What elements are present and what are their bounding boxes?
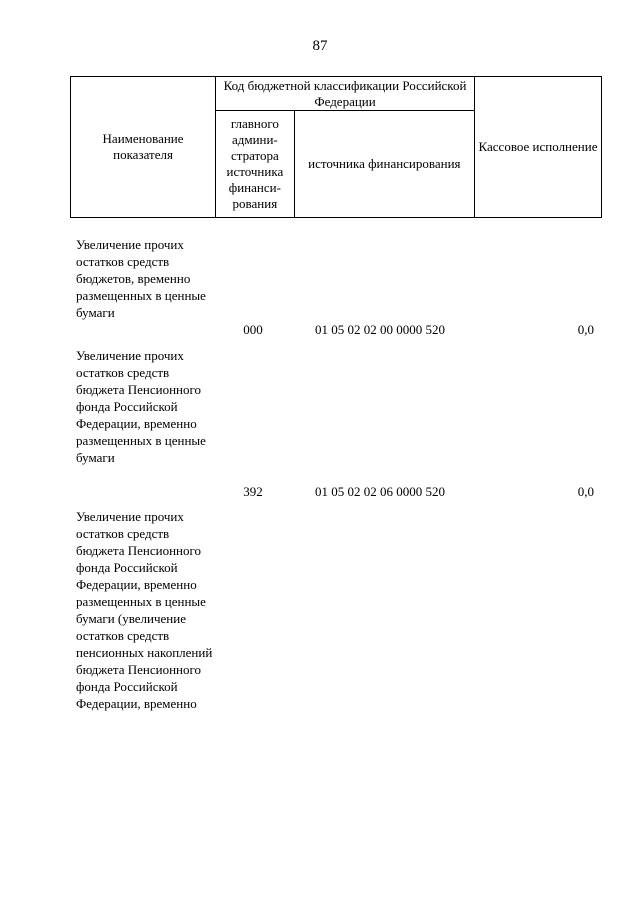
page-number: 87 <box>312 38 328 54</box>
row-1-value: 0,0 <box>577 322 594 337</box>
header-execution: Кассовое исполнение <box>475 77 602 218</box>
header-admin-code: главного админи-стратора источника финанси-рования <box>216 111 295 218</box>
row-3-name: Увеличение прочих остатков средств бюджета Пенсионного фонда Российской Федерации, временно размещенных в ценные бумаги (увеличение остатков средств пенсионных накоплений бюджета Пенсионного фонда Российской Федерации, временно <box>76 509 213 711</box>
header-budget-code: Код бюджетной классификации Российской Федерации <box>216 77 475 111</box>
row-1-name: Увеличение прочих остатков средств бюджетов, временно размещенных в ценные бумаги <box>76 237 206 320</box>
row-1-admin-code: 000 <box>243 322 263 337</box>
row-1-source-code: 01 05 02 02 00 0000 520 <box>315 322 445 337</box>
row-2-value: 0,0 <box>577 484 594 499</box>
row-2-admin-code: 392 <box>243 484 263 499</box>
header-name: Наименование показателя <box>71 77 216 218</box>
row-2-source-code: 01 05 02 02 06 0000 520 <box>315 484 445 499</box>
row-2-name: Увеличение прочих остатков средств бюджета Пенсионного фонда Российской Федерации, временно размещенных в ценные бумаги <box>76 348 206 465</box>
header-source-code: источника финансирования <box>294 111 474 218</box>
